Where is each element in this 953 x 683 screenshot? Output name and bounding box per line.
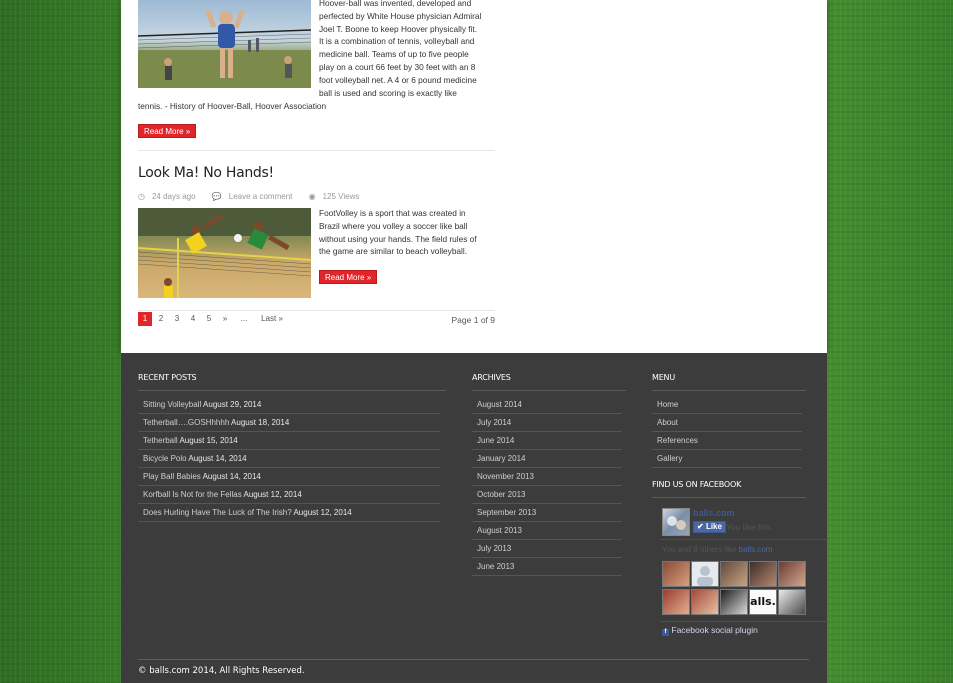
list-item	[472, 522, 622, 540]
post-comments-text[interactable]: Leave a comment	[228, 192, 293, 201]
list-item	[138, 432, 440, 450]
fan-avatar[interactable]	[662, 589, 690, 615]
post-date-text: 24 days ago	[151, 192, 196, 201]
menu-link[interactable]: References	[657, 436, 698, 445]
page-avatar[interactable]	[662, 508, 690, 536]
archive-link[interactable]: June 2013	[477, 562, 515, 571]
menu-item-home	[652, 396, 802, 414]
fan-avatar[interactable]	[720, 561, 748, 587]
post-comments[interactable]	[212, 192, 300, 201]
facebook-divider	[660, 539, 828, 540]
fan-avatar[interactable]	[778, 561, 806, 587]
menu-link[interactable]: Gallery	[657, 454, 683, 463]
list-item	[472, 540, 622, 558]
excerpt-line: Brazil where you volley a soccer like ball	[319, 220, 468, 231]
list-item	[472, 432, 622, 450]
facebook-divider	[660, 621, 828, 622]
fan-avatar[interactable]	[691, 589, 719, 615]
recent-post-link[interactable]: Tetherball	[143, 436, 178, 445]
recent-post-link[interactable]: Play Ball Babies	[143, 472, 201, 481]
excerpt-line: ball is used and scoring is exactly like	[319, 87, 457, 98]
facebook-you-like: You like this.	[726, 522, 774, 532]
list-item	[138, 414, 440, 432]
menu-list	[652, 396, 802, 468]
archive-link[interactable]: January 2014	[477, 454, 526, 463]
list-item	[138, 396, 440, 414]
archive-link[interactable]: October 2013	[477, 490, 526, 499]
excerpt-line: It is a combination of tennis, volleyball and	[319, 36, 475, 47]
archive-link[interactable]: September 2013	[477, 508, 537, 517]
default-avatar-icon	[692, 562, 718, 586]
list-item	[138, 504, 440, 522]
list-item	[472, 396, 622, 414]
footvolley-photo-graphic	[138, 208, 311, 298]
excerpt-line: without using your hands. The field rules of	[319, 233, 477, 244]
post-title[interactable]: Look Ma! No Hands!	[138, 165, 274, 181]
recent-post-link[interactable]: Bicycle Polo	[143, 454, 187, 463]
widget-title: FIND US ON FACEBOOK	[652, 480, 742, 489]
page-link-1[interactable]: 1	[138, 312, 152, 326]
post-divider	[138, 150, 495, 151]
list-item	[472, 414, 622, 432]
page-link-2[interactable]: 2	[158, 314, 164, 323]
recent-post-link[interactable]: Sitting Volleyball	[143, 400, 202, 409]
fan-avatar[interactable]	[749, 561, 777, 587]
facebook-icon: f	[662, 629, 669, 636]
facebook-others-like	[662, 545, 772, 554]
thumbs-up-icon: ✔	[697, 522, 704, 531]
facebook-social-plugin[interactable]	[662, 625, 758, 636]
clock-icon: ◷	[138, 192, 145, 201]
recent-post-date: August 29, 2014	[203, 400, 262, 409]
archive-link[interactable]: June 2014	[477, 436, 515, 445]
menu-item-about	[652, 414, 802, 432]
archives-list	[472, 396, 622, 576]
archive-link[interactable]: July 2014	[477, 418, 512, 427]
read-more-button[interactable]: Read More »	[319, 270, 377, 284]
archive-link[interactable]: November 2013	[477, 472, 534, 481]
post-meta	[138, 192, 373, 201]
excerpt-line: play on a court 66 feet by 30 feet with an 8	[319, 61, 476, 72]
post-thumbnail-footvolley[interactable]	[138, 208, 311, 298]
post-views-text: 125 Views	[322, 192, 360, 201]
fan-avatar[interactable]	[778, 589, 806, 615]
widget-title-underline	[652, 497, 806, 498]
menu-link[interactable]: About	[657, 418, 678, 427]
recent-post-date: August 12, 2014	[243, 490, 302, 499]
excerpt-line: the game are similar to beach volleyball.	[319, 246, 468, 257]
recent-post-link[interactable]: Tetherball….GOSHhhhh	[143, 418, 230, 427]
facebook-like-box	[660, 505, 828, 640]
facebook-plugin-label: Facebook social plugin	[671, 625, 758, 635]
excerpt-line: Hoover-ball was invented, developed and	[319, 0, 472, 8]
list-item	[138, 468, 440, 486]
archive-link[interactable]: July 2013	[477, 544, 512, 553]
widget-title: RECENT POSTS	[138, 373, 197, 382]
facebook-page-name[interactable]: balls.com	[693, 508, 735, 518]
excerpt-line: perfected by White House physician Admiral	[319, 10, 482, 21]
page-link-3[interactable]: 3	[174, 314, 180, 323]
fan-avatar[interactable]	[691, 561, 719, 587]
page-count: Page 1 of 9	[451, 315, 495, 325]
list-item	[472, 504, 622, 522]
volleyball-photo-graphic	[138, 0, 311, 88]
widget-title: ARCHIVES	[472, 373, 511, 382]
list-item	[472, 468, 622, 486]
page-avatar-graphic	[663, 509, 689, 535]
eye-icon: ◉	[308, 192, 316, 201]
post-date	[138, 192, 203, 201]
list-item	[138, 450, 440, 468]
list-item	[472, 486, 622, 504]
pagination-ellipsis: ...	[240, 314, 248, 323]
excerpt-line: Joel T. Boone to keep Hoover physically fit.	[319, 23, 478, 34]
list-item	[472, 558, 622, 576]
recent-post-date: August 18, 2014	[231, 418, 290, 427]
menu-link[interactable]: Home	[657, 400, 679, 409]
fan-avatar-logo[interactable]: alls.	[749, 589, 777, 615]
archive-link[interactable]: August 2014	[477, 400, 522, 409]
last-page-link[interactable]: Last »	[261, 314, 283, 323]
recent-post-link[interactable]: Does Hurling Have The Luck of The Irish?	[143, 508, 292, 517]
comment-icon: 💬	[211, 192, 222, 201]
menu-item-gallery	[652, 450, 802, 468]
recent-post-date: August 12, 2014	[293, 508, 352, 517]
recent-post-date: August 14, 2014	[188, 454, 247, 463]
recent-post-link[interactable]: Korfball Is Not for the Fellas	[143, 490, 242, 499]
post-excerpt-tail: tennis. - History of Hoover-Ball, Hoover Association	[138, 101, 327, 111]
facebook-like-button[interactable]	[693, 521, 726, 533]
facebook-others-prefix: You and 8 others like	[662, 545, 737, 554]
widget-title: MENU	[652, 373, 675, 382]
footer-accent-line	[138, 659, 809, 660]
read-more-button[interactable]: Read More »	[138, 124, 196, 138]
recent-post-date: August 15, 2014	[179, 436, 238, 445]
page-link-4[interactable]: 4	[190, 314, 196, 323]
post-views	[309, 192, 367, 201]
next-page-link[interactable]: »	[222, 314, 228, 323]
excerpt-line: FootVolley is a sport that was created in	[319, 208, 466, 218]
menu-item-references	[652, 432, 802, 450]
facebook-like-label: Like	[705, 522, 722, 531]
list-item	[138, 486, 440, 504]
excerpt-line: medicine ball. Teams of up to five people	[319, 49, 469, 60]
post-excerpt-footvolley	[319, 207, 499, 258]
archive-link[interactable]: August 2013	[477, 526, 522, 535]
list-item	[472, 450, 622, 468]
copyright-text: © balls.com 2014, All Rights Reserved.	[138, 666, 305, 676]
fan-avatar[interactable]	[662, 561, 690, 587]
post-thumbnail-hooverball[interactable]	[138, 0, 311, 88]
facebook-others-link[interactable]: balls.com	[738, 545, 773, 554]
fan-avatar[interactable]	[720, 589, 748, 615]
post-excerpt-hooverball	[319, 0, 499, 99]
widget-title-underline	[138, 390, 446, 391]
excerpt-line: foot volleyball net. A 4 or 6 pound medicine	[319, 74, 477, 85]
widget-title-underline	[652, 390, 806, 391]
widget-title-underline	[472, 390, 626, 391]
pagination-divider	[138, 310, 495, 311]
recent-posts-list	[138, 396, 440, 522]
page-link-5[interactable]: 5	[206, 314, 212, 323]
recent-post-date: August 14, 2014	[202, 472, 261, 481]
